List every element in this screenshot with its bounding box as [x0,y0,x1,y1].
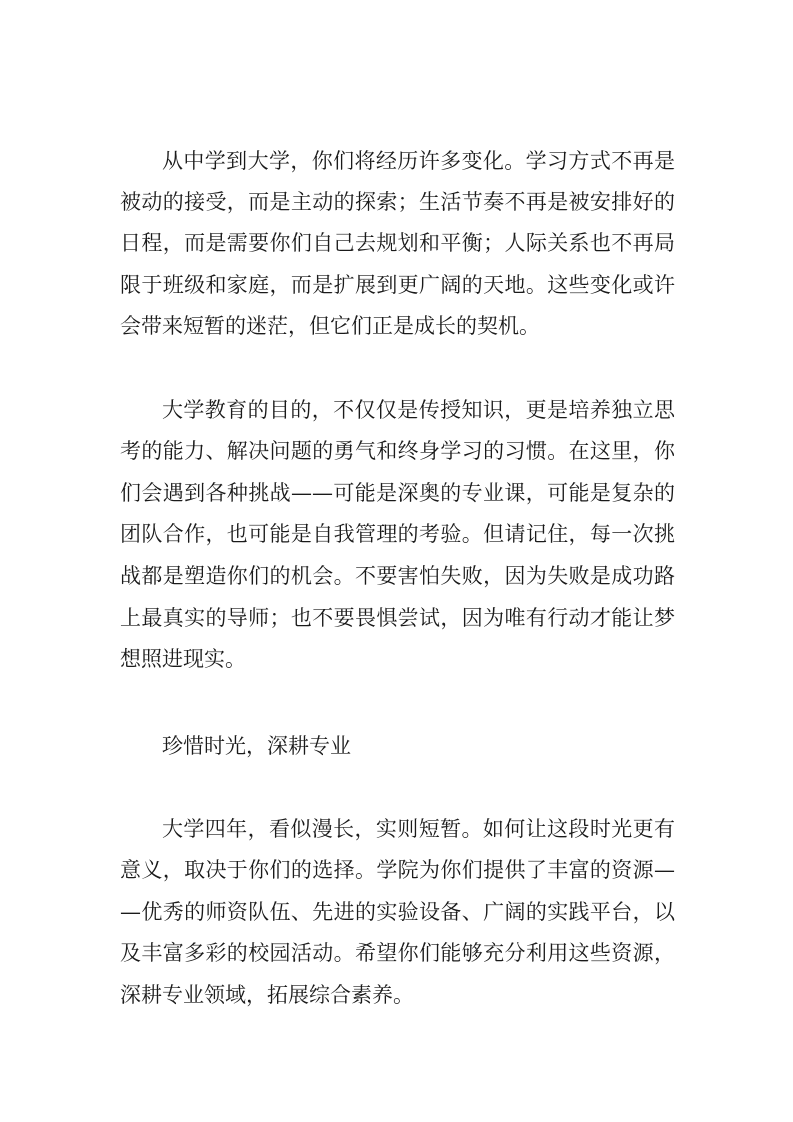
paragraph-line: 深耕专业领域，拓展综合素养。 [120,983,414,1007]
paragraph-line: 想照进现实。 [120,647,246,671]
paragraph-line: 们会遇到各种挑战——可能是深奥的专业课，可能是复杂的 [120,481,675,505]
paragraph-line: 日程，而是需要你们自己去规划和平衡；人际关系也不再局 [120,231,675,255]
paragraph-line: 上最真实的导师；也不要畏惧尝试，因为唯有行动才能让梦 [120,606,675,630]
paragraph-line: 意义，取决于你们的选择。学院为你们提供了丰富的资源— [120,858,675,882]
paragraph-line: 限于班级和家庭，而是扩展到更广阔的天地。这些变化或许 [120,273,675,297]
paragraph-line: —优秀的师资队伍、先进的实验设备、广阔的实践平台，以 [120,900,675,924]
paragraph-line: 大学教育的目的，不仅仅是传授知识，更是培养独立思 [162,398,675,422]
paragraph-line: 及丰富多彩的校园活动。希望你们能够充分利用这些资源， [120,941,675,965]
paragraph-line: 大学四年，看似漫长，实则短暂。如何让这段时光更有 [162,817,675,841]
paragraph-line: 考的能力、解决问题的勇气和终身学习的习惯。在这里，你 [120,439,675,463]
paragraph-line: 从中学到大学，你们将经历许多变化。学习方式不再是 [162,149,675,173]
paragraph-line: 会带来短暂的迷茫，但它们正是成长的契机。 [120,314,540,338]
section-heading: 珍惜时光，深耕专业 [162,734,351,758]
paragraph-line: 战都是塑造你们的机会。不要害怕失败，因为失败是成功路 [120,564,675,588]
paragraph-line: 被动的接受，而是主动的探索；生活节奏不再是被安排好的 [120,190,675,214]
paragraph-line: 团队合作，也可能是自我管理的考验。但请记住，每一次挑 [120,522,675,546]
